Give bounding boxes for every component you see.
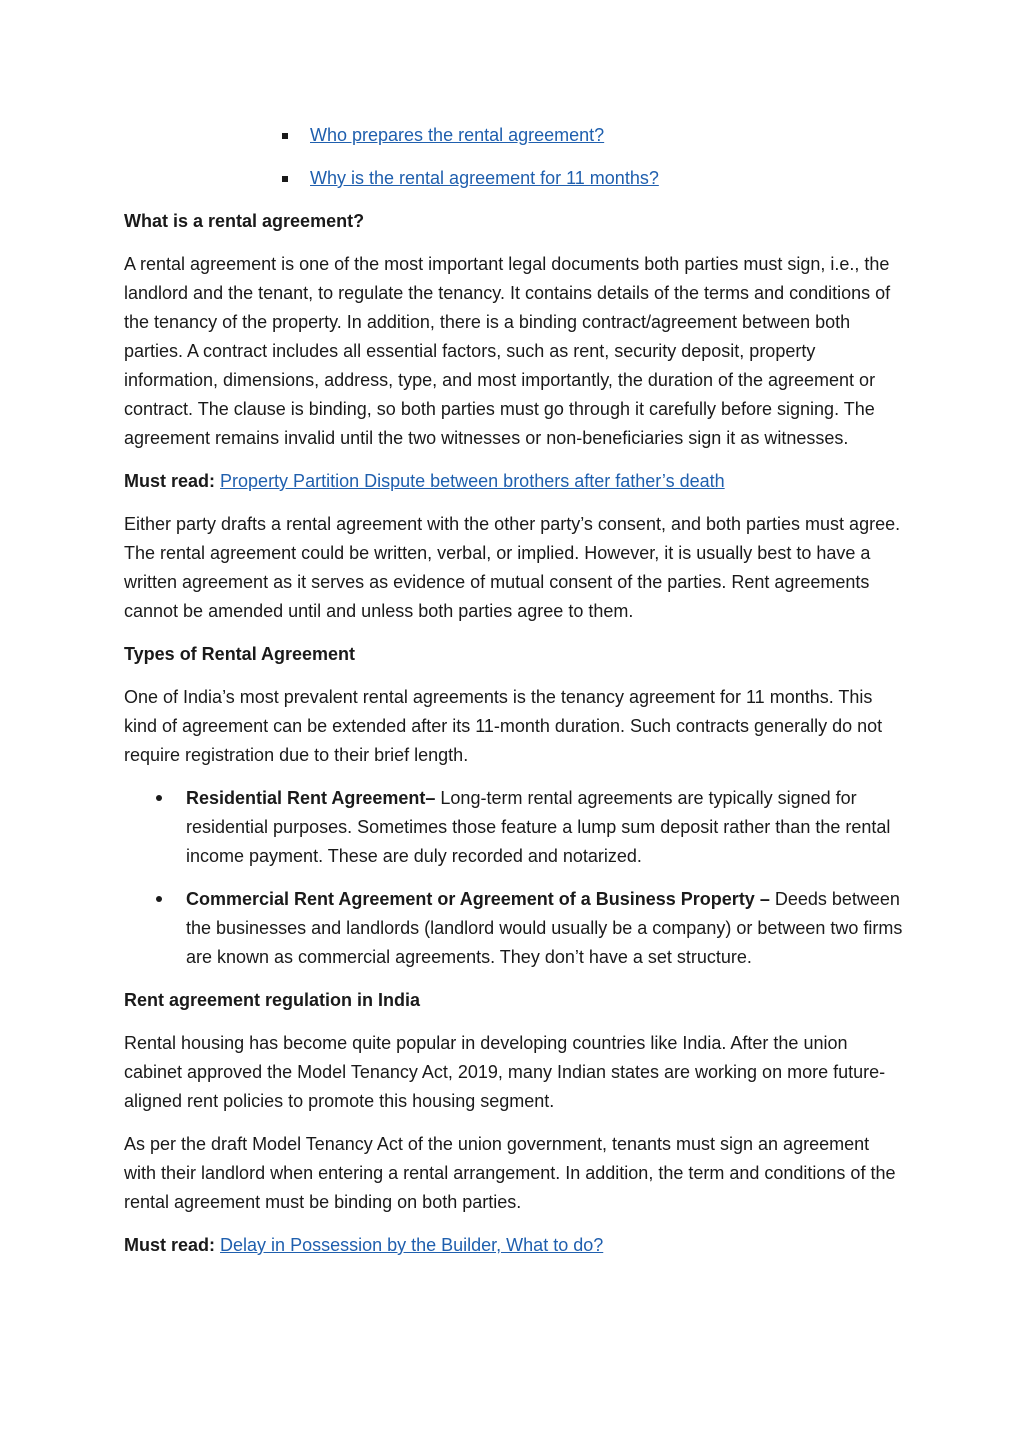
toc-link-who-prepares[interactable]: Who prepares the rental agreement? [310,125,605,145]
heading-regulation: Rent agreement regulation in India [124,990,421,1010]
paragraph-drafting: Either party drafts a rental agreement with the other party’s consent, and both parties must agree. The rental agreement could be written, verbal, or implied. However, it is usually best to have a written agreement as it serves as evidence of mutual consent of the parties. Rent agreements cannot be amended until and unless both parties agree to them. [124,514,901,621]
must-read-1 [124,467,903,496]
heading-what-is-rental-agreement: What is a rental agreement? [124,211,365,231]
must-read-link-partition-dispute[interactable]: Property Partition Dispute between brothers after father’s death [220,471,725,491]
square-bullet-icon [282,133,288,139]
must-read-label: Must read: [124,1235,216,1255]
bullet-icon [156,795,162,801]
must-read-link-delay-possession[interactable]: Delay in Possession by the Builder, What to do? [220,1235,604,1255]
square-bullet-icon [282,176,288,182]
bullet-icon [156,896,162,902]
toc-item [276,121,903,150]
toc-link-why-11-months[interactable]: Why is the rental agreement for 11 months? [310,168,659,188]
paragraph-types-intro: One of India’s most prevalent rental agreements is the tenancy agreement for 11 months. This kind of agreement can be extended after its 11-month duration. Such contracts generally do not require registration due to their brief length. [124,687,883,765]
paragraph-definition: A rental agreement is one of the most important legal documents both parties must sign, i.e., the landlord and the tenant, to regulate the tenancy. It contains details of the terms and conditions of the tenancy of the property. In addition, there is a binding contract/agreement between both parties. A contract includes all essential factors, such as rent, security deposit, property information, dimensions, address, type, and most importantly, the duration of the agreement or contract. The clause is binding, so both parties must go through it carefully before signing. The agreement remains invalid until the two witnesses or non-beneficiaries sign it as witnesses. [124,254,891,448]
paragraph-regulation-1: Rental housing has become quite popular in developing countries like India. After the union cabinet approved the Model Tenancy Act, 2019, many Indian states are working on more future-aligned rent policies to promote this housing segment. [124,1033,886,1111]
list-item [186,784,903,871]
list-item [186,885,903,972]
list-item-text: Long-term rental agreements are typically signed for residential purposes. Sometimes those feature a lump sum deposit rather than the rental income payment. These are duly recorded and notarized. [186,788,891,866]
heading-types: Types of Rental Agreement [124,644,356,664]
must-read-2 [124,1231,903,1260]
types-list [124,784,903,972]
list-item-title: Commercial Rent Agreement or Agreement of a Business Property – [186,889,770,909]
paragraph-regulation-2: As per the draft Model Tenancy Act of the union government, tenants must sign an agreement with their landlord when entering a rental arrangement. In addition, the term and conditions of the rental agreement must be binding on both parties. [124,1134,896,1212]
must-read-label: Must read: [124,471,216,491]
list-item-text: Deeds between the businesses and landlords (landlord would usually be a company) or between two firms are known as commercial agreements. They don’t have a set structure. [186,889,903,967]
toc-item [276,164,903,193]
toc-list [124,121,903,193]
list-item-title: Residential Rent Agreement– [186,788,436,808]
